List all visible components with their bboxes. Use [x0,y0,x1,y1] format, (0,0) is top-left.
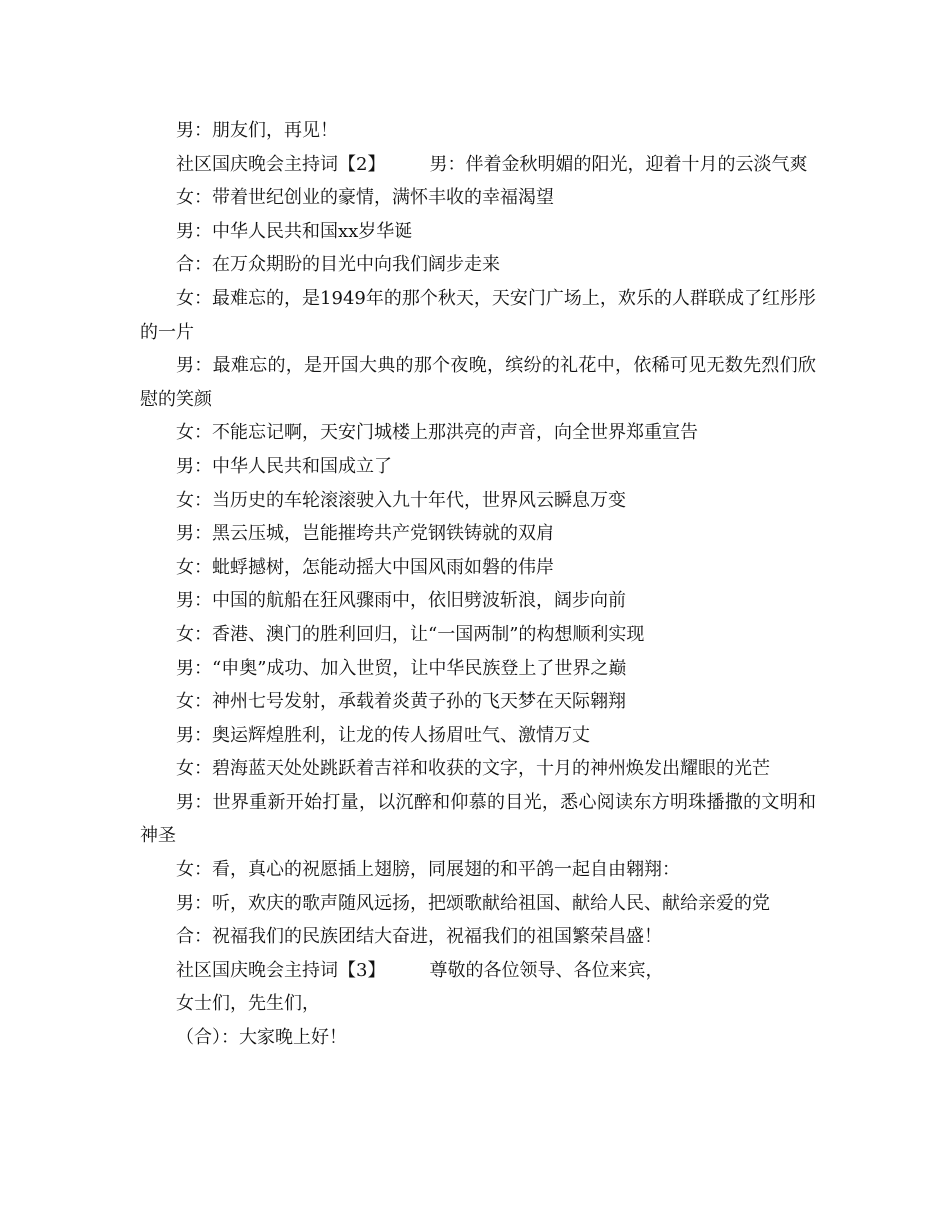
paragraph: 女：碧海蓝天处处跳跃着吉祥和收获的文字，十月的神州焕发出耀眼的光芒 [176,758,770,780]
paragraph: 男：世界重新开始打量，以沉醉和仰慕的目光，悉心阅读东方明珠播撒的文明和神圣 [140,791,816,847]
paragraph: 女：最难忘的，是1949年的那个秋天，天安门广场上，欢乐的人群联成了红彤彤的一片 [140,287,816,343]
paragraph: 男：黑云压城，岂能摧垮共产党钢铁铸就的双肩 [176,523,554,545]
paragraph: 合：在万众期盼的目光中向我们阔步走来 [176,254,500,276]
paragraph: 女：不能忘记啊，天安门城楼上那洪亮的声音，向全世界郑重宣告 [176,422,698,444]
paragraph: 男：中华人民共和国xx岁华诞 [176,220,413,242]
paragraph: 男：最难忘的，是开国大典的那个夜晚，缤纷的礼花中，依稀可见无数先烈们欣慰的笑颜 [140,355,816,410]
paragraph: 女：带着世纪创业的豪情，满怀丰收的幸福渴望 [176,187,554,209]
paragraph [140,954,816,988]
paragraph [140,148,816,182]
paragraph: 女：蚍蜉撼树，怎能动摇大中国风雨如磐的伟岸 [176,556,554,578]
paragraph: 男：朋友们，再见！ [176,120,338,141]
paragraph-text: 男：伴着金秋明媚的阳光，迎着十月的云淡气爽 [429,153,808,175]
paragraph: 女：香港、澳门的胜利回归，让“一国两制”的构想顺利实现 [176,623,645,645]
paragraph: 男：奥运辉煌胜利，让龙的传人扬眉吐气、激情万丈 [176,724,590,746]
paragraph-text: 尊敬的各位领导、各位来宾， [429,959,664,981]
paragraph: 男：中华人民共和国成立了 [176,455,392,477]
document-body [140,114,816,1055]
paragraph: 女：看，真心的祝愿插上翅膀，同展翅的和平鸽一起自由翱翔： [176,859,680,881]
section-heading: 社区国庆晚会主持词【2】 [176,153,386,175]
paragraph: 女：神州七号发射，承载着炎黄子孙的飞天梦在天际翱翔 [176,691,626,713]
section-heading: 社区国庆晚会主持词【3】 [176,959,386,981]
paragraph: 男：“申奥”成功、加入世贸，让中华民族登上了世界之巅 [176,657,627,679]
paragraph: （合）：大家晚上好！ [176,1027,347,1049]
paragraph: 男：中国的航船在狂风骤雨中，依旧劈波斩浪，阔步向前 [176,590,626,612]
paragraph: 合：祝福我们的民族团结大奋进，祝福我们的祖国繁荣昌盛！ [176,926,662,948]
paragraph: 女士们，先生们， [176,993,320,1015]
paragraph: 男：听，欢庆的歌声随风远扬，把颂歌献给祖国、献给人民、献给亲爱的党 [176,892,770,914]
paragraph: 女：当历史的车轮滚滚驶入九十年代，世界风云瞬息万变 [176,489,626,511]
